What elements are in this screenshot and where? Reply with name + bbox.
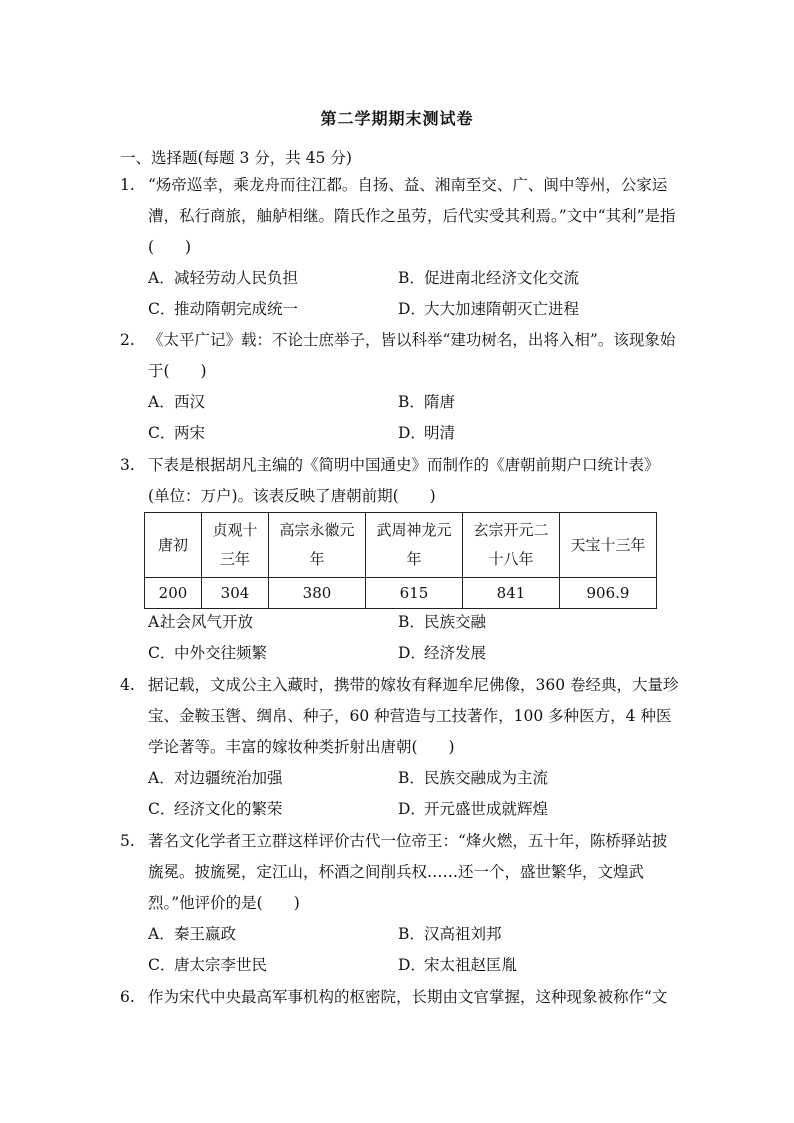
options [120,387,680,449]
table-cell: 906.9 [560,578,657,609]
table-row [145,578,657,609]
option-text: 民族交融 [424,613,487,631]
option-letter: B． [398,269,425,287]
option-letter: D． [398,644,426,662]
option-a[interactable] [148,919,398,950]
table-cell: 304 [202,578,269,609]
question-text: 著名文化学者王立群这样评价古代一位帝王：“烽火燃，五十年，陈桥驿站披旒冕。披旒冕，定江山，杯酒之间削兵权……还一个，盛世繁华，文煌武烈。”他评价的是( ) [148,832,668,912]
question-stem [120,450,680,512]
options [120,607,680,669]
option-c[interactable] [148,638,398,669]
household-stats-table [144,512,657,609]
table-header-cell: 贞观十三年 [202,513,269,578]
table-cell: 380 [269,578,366,609]
table-header-cell: 唐初 [145,513,202,578]
option-c[interactable] [148,794,398,825]
options [120,763,680,825]
option-text: 推动隋朝完成统一 [174,300,299,318]
option-letter: D． [398,956,426,974]
question-number: 6. [120,988,135,1006]
question-3-options [120,607,680,669]
option-d[interactable] [398,794,648,825]
question-text: 作为宋代中央最高军事机构的枢密院，长期由文官掌握，这种现象被称作“文 [148,988,668,1006]
question-6 [120,982,680,1013]
option-text: 宋太祖赵匡胤 [424,956,518,974]
question-text: 《太平广记》载：不论士庶举子，皆以科举“建功树名，出将入相”。该现象始于( ) [148,331,676,380]
section-heading: 一、选择题(每题 3 分，共 45 分) [120,149,352,167]
option-letter: C． [148,800,176,818]
option-b[interactable] [398,607,648,638]
option-text: 秦王嬴政 [174,925,237,943]
question-stem [120,826,680,919]
question-1 [120,170,680,325]
table-cell: 841 [463,578,560,609]
option-b[interactable] [398,919,648,950]
table-header-cell: 玄宗开元二十八年 [463,513,560,578]
option-letter: B． [398,925,425,943]
question-5 [120,826,680,981]
question-stem [120,982,680,1013]
table-cell: 615 [366,578,463,609]
question-4 [120,670,680,825]
option-letter: A． [148,269,175,287]
option-letter: A． [148,925,175,943]
table-header-row [145,513,657,578]
option-text: 促进南北经济文化交流 [424,269,580,287]
option-letter: B． [398,393,425,411]
option-a[interactable] [148,263,398,294]
option-letter: C． [148,644,176,662]
option-a[interactable] [148,607,398,638]
option-letter: C． [148,956,176,974]
option-text: 西汉 [174,393,206,411]
option-text: 开元盛世成就辉煌 [424,800,549,818]
option-a[interactable] [148,387,398,418]
table-header-cell: 天宝十三年 [560,513,657,578]
option-text: 经济发展 [424,644,487,662]
question-stem [120,325,680,387]
option-letter: D． [398,424,426,442]
option-letter: A. [148,613,165,631]
question-number: 3. [120,456,135,474]
table-cell: 200 [145,578,202,609]
options [120,263,680,325]
option-letter: C． [148,424,176,442]
option-d[interactable] [398,294,648,325]
option-b[interactable] [398,387,648,418]
option-a[interactable] [148,763,398,794]
option-c[interactable] [148,294,398,325]
question-number: 1. [120,176,135,194]
table-header-cell: 武周神龙元年 [366,513,463,578]
option-letter: D． [398,300,426,318]
option-c[interactable] [148,418,398,449]
question-number: 5. [120,832,135,850]
question-text: 据记载，文成公主入藏时，携带的嫁妆有释迦牟尼佛像，360 卷经典，大量珍宝、金鞍玉辔、绸帛、种子，60 种营造与工技著作，100 多种医方，4 种医学论著等。丰富的嫁妆种类折射出唐朝( ) [148,676,679,756]
option-letter: C． [148,300,176,318]
option-d[interactable] [398,418,648,449]
option-b[interactable] [398,763,648,794]
question-text: 下表是根据胡凡主编的《简明中国通史》而制作的《唐朝前期户口统计表》(单位：万户)。该表反映了唐朝前期( ) [148,456,660,505]
option-text: 减轻劳动人民负担 [174,269,299,287]
option-letter: B． [398,769,425,787]
option-letter: A． [148,769,175,787]
option-letter: D． [398,800,426,818]
question-2 [120,325,680,449]
option-text: 经济文化的繁荣 [174,800,283,818]
question-text: “炀帝巡幸，乘龙舟而往江都。自扬、益、湘南至交、广、闽中等州，公家运漕，私行商旅，舳舻相继。隋氏作之虽劳，后代实受其利焉。”文中“其利”是指( ) [148,176,676,256]
option-text: 中外交往频繁 [174,644,268,662]
option-b[interactable] [398,263,648,294]
option-text: 隋唐 [424,393,456,411]
option-d[interactable] [398,638,648,669]
option-text: 汉高祖刘邦 [424,925,502,943]
option-text: 明清 [424,424,456,442]
options [120,919,680,981]
question-stem [120,670,680,763]
option-letter: B． [398,613,425,631]
option-text: 两宋 [174,424,206,442]
option-text: 对边疆统治加强 [174,769,283,787]
question-3 [120,450,680,512]
question-number: 4. [120,676,135,694]
option-text: 大大加速隋朝灭亡进程 [424,300,580,318]
page-title: 第二学期期末测试卷 [320,109,474,128]
option-text: 社会风气开放 [160,613,254,631]
option-text: 民族交融成为主流 [424,769,549,787]
question-number: 2. [120,331,135,349]
option-letter: A． [148,393,175,411]
option-text: 唐太宗李世民 [174,956,268,974]
question-stem [120,170,680,263]
option-c[interactable] [148,950,398,981]
table-header-cell: 高宗永徽元年 [269,513,366,578]
option-d[interactable] [398,950,648,981]
